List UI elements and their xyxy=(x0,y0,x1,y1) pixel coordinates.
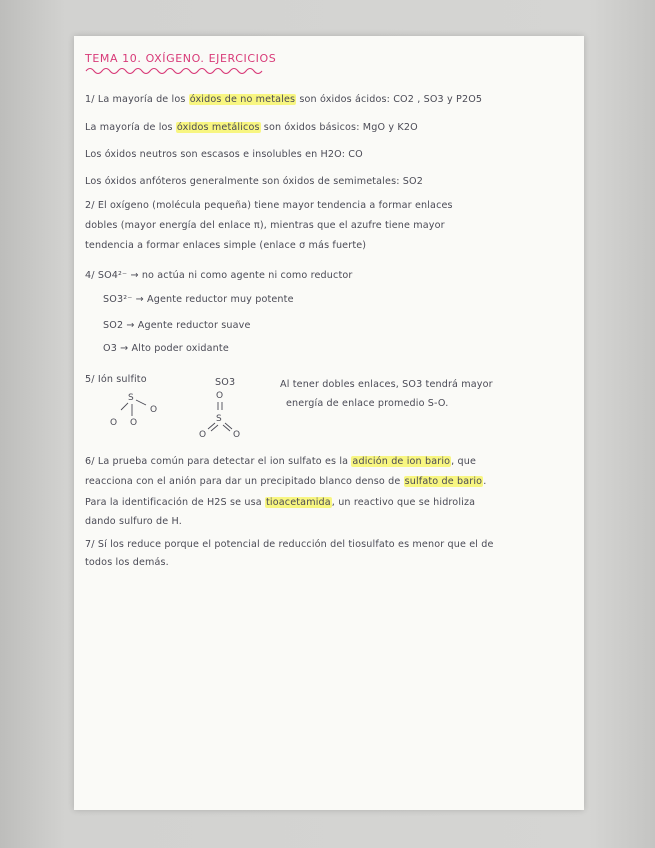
text-line-q6-1 xyxy=(85,456,476,467)
notebook-page xyxy=(74,36,584,810)
text-segment: , que xyxy=(451,456,477,467)
text-line-q4-2: SO3²⁻ → Agente reductor muy potente xyxy=(103,294,294,305)
text-segment: son óxidos ácidos: CO2 , SO3 y P2O5 xyxy=(296,94,483,105)
sulfite-o-atom: O xyxy=(150,405,158,415)
highlight-segment: adición de ion bario xyxy=(352,456,451,467)
text-line-q4-1: 4/ SO4²⁻ → no actúa ni como agente ni como reductor xyxy=(85,270,353,281)
highlight-segment: óxidos de no metales xyxy=(189,94,296,105)
text-segment: son óxidos básicos: MgO y K2O xyxy=(260,122,418,133)
text-line-q1-4: Los óxidos anfóteros generalmente son óxidos de semimetales: SO2 xyxy=(85,176,424,187)
text-line-q5-label: 5/ Ión sulfito xyxy=(85,374,147,385)
highlight-segment: tioacetamida xyxy=(266,497,331,508)
text-segment: reacciona con el anión para dar un precipitado blanco denso de xyxy=(85,476,404,487)
text-segment: 6/ La prueba común para detectar el ion sulfato es la xyxy=(85,456,352,467)
text-line-q2-3: tendencia a formar enlaces simple (enlace σ más fuerte) xyxy=(85,240,367,251)
text-line-q5-2: energía de enlace promedio S-O. xyxy=(286,398,449,409)
page-title: TEMA 10. OXÍGENO. EJERCICIOS xyxy=(85,52,277,65)
text-line-q5-so3-label: SO3 xyxy=(215,377,236,388)
text-line-q2-2: dobles (mayor energía del enlace π), mientras que el azufre tiene mayor xyxy=(85,220,445,231)
text-segment: Para la identificación de H2S se usa xyxy=(85,497,266,508)
text-line-q6-3 xyxy=(85,497,475,508)
text-line-q7-2: todos los demás. xyxy=(85,557,169,568)
title-underline xyxy=(84,67,269,75)
sulfite-o-atom: O xyxy=(130,418,138,428)
text-line-q1-2 xyxy=(85,122,418,133)
so3-o-atom: O xyxy=(199,430,207,440)
sulfite-o-atom: O xyxy=(110,418,118,428)
text-line-q4-4: O3 → Alto poder oxidante xyxy=(103,343,229,354)
text-line-q1-3: Los óxidos neutros son escasos e insolubles en H2O: CO xyxy=(85,149,363,160)
text-segment: , un reactivo que se hidroliza xyxy=(331,497,476,508)
text-line-q4-3: SO2 → Agente reductor suave xyxy=(103,320,251,331)
text-line-q1-1 xyxy=(85,94,482,105)
so3-structure xyxy=(196,388,246,440)
text-line-q2-1: 2/ El oxígeno (molécula pequeña) tiene mayor tendencia a formar enlaces xyxy=(85,200,453,211)
sulfite-s-atom: S xyxy=(128,393,134,403)
highlight-segment: sulfato de bario xyxy=(404,476,483,487)
text-line-q7-1: 7/ Sí los reduce porque el potencial de reducción del tiosulfato es menor que el de xyxy=(85,539,494,550)
text-line-q6-4: dando sulfuro de H. xyxy=(85,516,182,527)
text-segment: La mayoría de los xyxy=(85,122,176,133)
text-segment: . xyxy=(483,476,487,487)
sulfite-structure xyxy=(104,388,164,430)
text-line-q6-2 xyxy=(85,476,486,487)
so3-o-atom: O xyxy=(233,430,241,440)
highlight-segment: óxidos metálicos xyxy=(176,122,260,133)
text-line-q5-1: Al tener dobles enlaces, SO3 tendrá mayor xyxy=(280,379,493,390)
so3-o-atom: O xyxy=(216,391,224,401)
so3-s-atom: S xyxy=(216,414,222,424)
text-segment: 1/ La mayoría de los xyxy=(85,94,189,105)
